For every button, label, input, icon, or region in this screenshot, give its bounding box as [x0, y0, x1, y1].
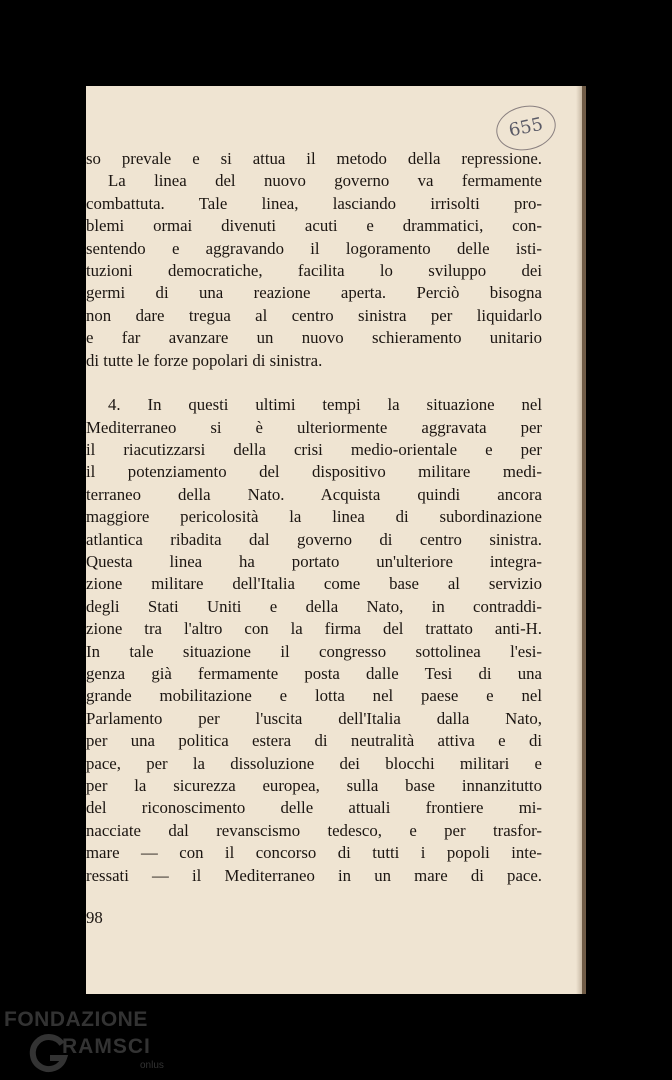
text-line: zione militare dell'Italia come base al servizio — [86, 574, 542, 594]
text-line: nacciate dal revanscismo tedesco, e per trasfor- — [86, 820, 542, 840]
archive-stamp: 655 — [492, 100, 560, 156]
body-text — [86, 148, 542, 887]
text-line: zione tra l'altro con la firma del trattato anti-H. — [86, 619, 542, 639]
text-line: Mediterraneo si è ulteriormente aggravata per — [86, 417, 542, 437]
text-line: pace, per la dissoluzione dei blocchi militari e — [86, 753, 542, 773]
text-line: blemi ormai divenuti acuti e drammatici, con- — [86, 216, 542, 236]
text-line: La linea del nuovo governo va fermamente — [108, 171, 542, 191]
logo-line-3: onlus — [140, 1060, 164, 1071]
text-line: so prevale e si attua il metodo della repressione. — [86, 149, 542, 168]
text-line: degli Stati Uniti e della Nato, in contraddi- — [86, 596, 542, 616]
text-line: non dare tregua al centro sinistra per liquidarlo — [86, 305, 542, 325]
text-line: il potenziamento del dispositivo militare medi- — [86, 462, 542, 482]
text-line: atlantica ribadita dal governo di centro sinistra. — [86, 529, 542, 549]
text-line: maggiore pericolosità la linea di subordinazione — [86, 507, 542, 527]
text-line: per una politica estera di neutralità attiva e di — [86, 731, 542, 751]
text-line: terraneo della Nato. Acquista quindi ancora — [86, 484, 542, 504]
text-line: grande mobilitazione e lotta nel paese e nel — [86, 686, 542, 706]
text-line: per la sicurezza europea, sulla base innanzitutto — [86, 775, 542, 795]
text-line: In tale situazione il congresso sottolinea l'esi- — [86, 641, 542, 661]
text-line: combattuta. Tale linea, lasciando irrisolti pro- — [86, 193, 542, 213]
page-number: 98 — [86, 908, 103, 927]
text-line: tuzioni democratiche, facilita lo sviluppo dei — [86, 260, 542, 280]
text-line: 4. In questi ultimi tempi la situazione nel — [108, 395, 542, 415]
text-line: ressati — il Mediterraneo in un mare di pace. — [86, 865, 542, 885]
text-line: Questa linea ha portato un'ulteriore integra- — [86, 552, 542, 572]
text-line: Parlamento per l'uscita dell'Italia dalla Nato, — [86, 708, 542, 728]
text-line: il riacutizzarsi della crisi medio-orientale e per — [86, 440, 542, 460]
text-line: mare — con il concorso di tutti i popoli inte- — [86, 843, 542, 863]
text-line: del riconoscimento delle attuali frontiere mi- — [86, 798, 542, 818]
text-line: genza già fermamente posta dalle Tesi di una — [86, 663, 542, 683]
text-line: germi di una reazione aperta. Perciò bisogna — [86, 283, 542, 303]
foundation-logo — [4, 1008, 174, 1078]
text-line: e far avanzare un nuovo schieramento unitario — [86, 328, 542, 348]
paragraph-gap — [86, 372, 542, 394]
text-line: di tutte le forze popolari di sinistra. — [86, 350, 323, 370]
logo-line-1: FONDAZIONE — [4, 1008, 148, 1031]
text-line: sentendo e aggravando il logoramento delle isti- — [86, 238, 542, 258]
logo-line-2: RAMSCI — [62, 1035, 151, 1058]
